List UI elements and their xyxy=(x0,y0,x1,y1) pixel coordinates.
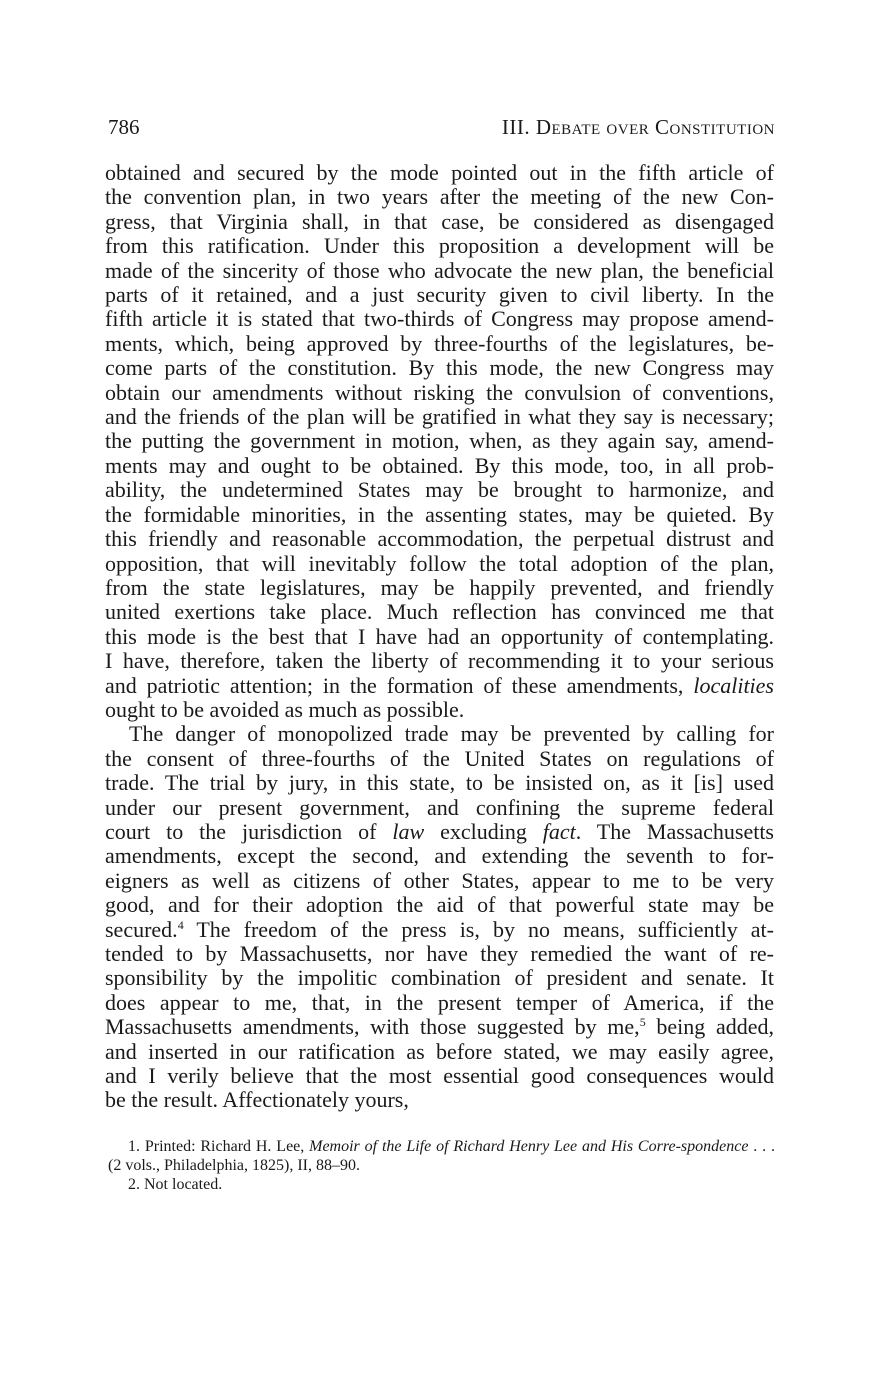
text-line: ments may and ought to be obtained. By this mode, too, in all prob- xyxy=(105,452,774,478)
text-line: under our present government, and confining the supreme federal xyxy=(105,794,774,820)
text-line: eigners as well as citizens of other States, appear to me to be very xyxy=(105,867,774,893)
text-line: and the friends of the plan will be gratified in what they say is necessary; xyxy=(105,404,774,430)
text-line: the formidable minorities, in the assenting states, may be quieted. By xyxy=(105,501,774,527)
text-line: trade. The trial by jury, in this state, to be insisted on, as it [is] used xyxy=(105,770,774,796)
footnotes xyxy=(108,1137,775,1194)
text-line: be the result. Affectionately yours, xyxy=(105,1087,409,1113)
text-line: sponsibility by the impolitic combination of president and senate. It xyxy=(105,965,774,991)
text-line: united exertions take place. Much reflection has convinced me that xyxy=(105,599,774,625)
footnote-text: . . . (2 vols., Philadelphia, 1825), II, 88–90. xyxy=(108,1138,776,1174)
text-line: fifth article it is stated that two-thirds of Congress may propose amend- xyxy=(105,306,774,332)
text-line: the convention plan, in two years after the meeting of the new Con- xyxy=(105,184,774,210)
text-line: parts of it retained, and a just security given to civil liberty. In the xyxy=(105,282,774,308)
footnote-ref[interactable]: 5 xyxy=(639,1015,646,1030)
section-title: III. Debate over Constitution xyxy=(501,115,775,139)
footnote-text: 1. Printed: Richard H. Lee, xyxy=(128,1138,310,1155)
text-span: . The Massachusetts xyxy=(575,818,774,844)
text-span: secured. xyxy=(105,916,178,942)
text-line: good, and for their adoption the aid of that powerful state may be xyxy=(105,892,774,918)
text-line xyxy=(105,918,774,942)
emphasis-law: law xyxy=(392,818,425,844)
text-line: from this ratification. Under this proposition a development will be xyxy=(105,233,774,259)
text-span: being added, xyxy=(645,1014,774,1040)
text-line: and I verily believe that the most essential good consequences would xyxy=(105,1063,774,1089)
text-line: ability, the undetermined States may be brought to harmonize, and xyxy=(105,477,774,503)
text-line: tended to by Massachusetts, nor have they remedied the want of re- xyxy=(105,941,774,966)
footnote-ref[interactable]: 4 xyxy=(177,917,184,932)
text-line xyxy=(105,820,774,844)
text-line xyxy=(105,1015,774,1039)
emphasis-fact: fact xyxy=(542,818,576,844)
emphasis-localities: localities xyxy=(693,672,774,698)
text-line: made of the sincerity of those who advocate the new plan, the beneficial xyxy=(105,257,774,283)
text-line: ments, which, being approved by three-fourths of the legislatures, be- xyxy=(105,330,774,356)
footnote-2: 2. Not located. xyxy=(128,1176,223,1193)
text-line: amendments, except the second, and extending the seventh to for- xyxy=(105,843,774,869)
footnote-book-title: Memoir of the Life of Richard Henry Lee and His Corre-spondence xyxy=(309,1138,749,1155)
text-line xyxy=(105,674,774,698)
text-span: Massachusetts amendments, with those suggested by me, xyxy=(105,1014,640,1040)
text-span: court to the jurisdiction of xyxy=(105,818,393,844)
body-text xyxy=(105,161,774,1113)
text-line: gress, that Virginia shall, in that case, be considered as disengaged xyxy=(105,208,774,234)
text-line: I have, therefore, taken the liberty of recommending it to your serious xyxy=(105,648,774,674)
text-line: does appear to me, that, in the present temper of America, if the xyxy=(105,989,774,1015)
footnote-1 xyxy=(108,1137,775,1175)
text-span: and patriotic attention; in the formation of these amendments, xyxy=(105,672,694,698)
text-line: the consent of three-fourths of the United States on regulations of xyxy=(105,745,774,771)
text-line: The danger of monopolized trade may be prevented by calling for xyxy=(129,721,774,747)
text-line: obtain our amendments without risking the convulsion of conventions, xyxy=(105,379,774,405)
text-line: and inserted in our ratification as before stated, we may easily agree, xyxy=(105,1038,774,1064)
text-line: come parts of the constitution. By this mode, the new Congress may xyxy=(105,355,774,381)
text-line: the putting the government in motion, when, as they again say, amend- xyxy=(105,428,774,454)
running-head xyxy=(108,112,775,142)
text-line: this mode is the best that I have had an opportunity of contemplating. xyxy=(105,623,774,649)
text-line: ought to be avoided as much as possible. xyxy=(105,696,465,722)
text-line: from the state legislatures, may be happily prevented, and friendly xyxy=(105,574,774,600)
text-line: this friendly and reasonable accommodation, the perpetual distrust and xyxy=(105,526,774,552)
text-span: excluding xyxy=(424,818,543,844)
page-number: 786 xyxy=(108,115,140,139)
text-line: opposition, that will inevitably follow the total adoption of the plan, xyxy=(105,550,774,576)
text-line: obtained and secured by the mode pointed out in the fifth article of xyxy=(105,160,774,185)
text-span: The freedom of the press is, by no means, sufficiently at- xyxy=(183,916,774,942)
